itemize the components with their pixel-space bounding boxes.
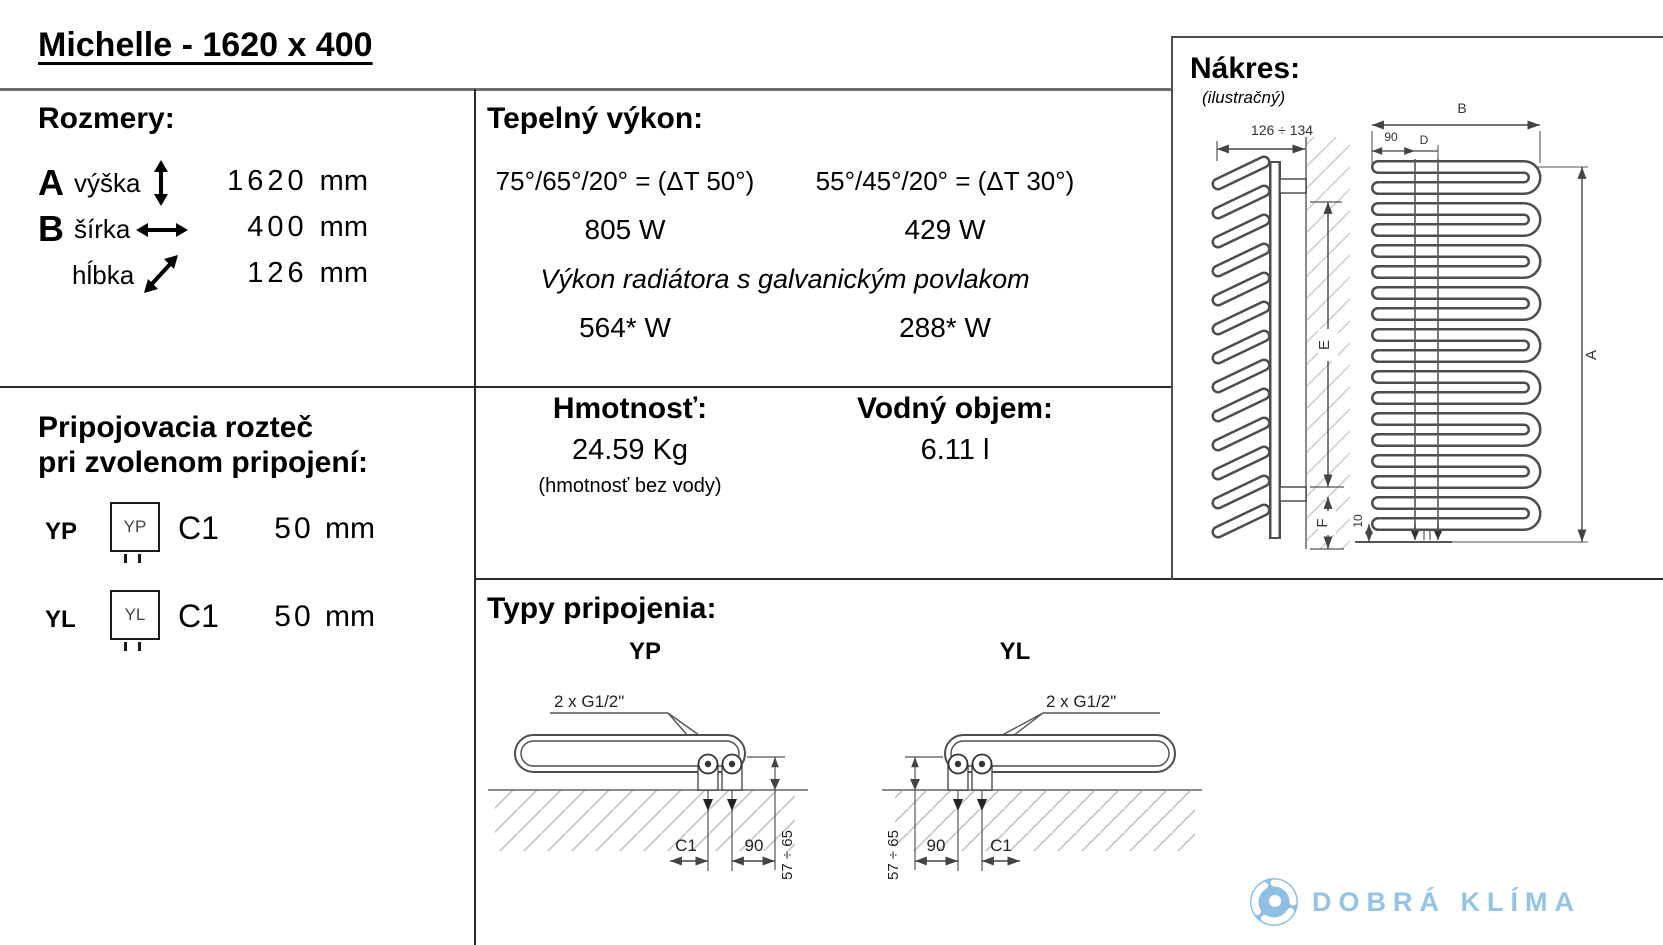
dim-90-yp: 90 [744,836,764,855]
front-dim-b: B [1457,100,1467,116]
divider-row2 [474,578,1663,580]
coated-power-dt30: 288* W [899,312,991,343]
water-volume-value: 6.11 l [920,434,990,466]
front-dim-90: 90 [1384,130,1398,144]
connection-icon-yl-tick [138,642,141,651]
side-dim-e: E [1316,339,1333,351]
dim-90-yl: 90 [926,836,946,855]
connection-value-yp: 50 mm [274,512,375,545]
connection-types-heading: Typy pripojenia: [487,592,717,625]
dim-vert-yl: 57 ÷ 65 [885,830,902,880]
weight-value: 24.59 Kg [571,434,689,466]
water-volume-heading: Vodný objem: [856,392,1054,425]
tepelny-vykon-heading: Tepelný výkon: [487,102,704,135]
weight-heading: Hmotnosť: [552,392,708,425]
diagram-title-yl: YL [999,638,1031,665]
connection-icon-yp-tick [124,554,127,563]
bracket [1280,179,1306,193]
connection-icon-yp: YP [110,502,160,552]
front-dim-d: D [1419,133,1429,147]
rozmery-heading: Rozmery: [38,102,175,135]
front-dim-a: A [1583,349,1600,361]
diagram-title-yp: YP [628,638,661,665]
dimension-value-width: 400 mm [247,211,368,243]
nakres-drawing [1172,37,1663,578]
connection-pitch-heading: Pripojovacia rozteč pri zvolenom pripojení: [38,411,369,480]
side-dim-top: 126 ÷ 134 [1250,122,1314,138]
swirl-icon [1248,876,1300,928]
formula-dt30: 55°/45°/20° = (ΔT 30°) [815,166,1075,196]
dimension-value-depth: 126 mm [247,257,368,289]
dim-c1-yl: C1 [990,836,1012,855]
weight-column [470,392,790,498]
dimension-label-depth: hĺbka [72,259,135,290]
connection-diagram-yp [470,665,830,945]
power-dt50: 805 W [584,214,666,245]
front-view [1351,100,1600,542]
dimension-label-width: šírka [74,213,131,244]
dimension-value-height: 1620 mm [227,165,368,197]
dimension-row-depth [72,254,134,296]
front-dim-10: 10 [1351,514,1365,528]
vertical-double-arrow-icon [150,160,172,206]
brand-logo [1248,876,1581,928]
power-dt30: 429 W [904,214,986,245]
coated-power-note: Výkon radiátora s galvanickým povlakom [540,264,1030,294]
connection-c1-yp: C1 [178,510,219,546]
dimension-label-height: výška [74,167,141,198]
connection-icon-yl-tick [124,642,127,651]
brand-logo-text: DOBRÁ KLÍMA [1312,886,1581,917]
connection-diagram-yl [860,665,1220,945]
nakres-heading: Nákres: [1190,52,1301,85]
thread-label-yp: 2 x G1/2" [554,692,625,711]
connection-icon-yp-tick [138,554,141,563]
formula-dt50: 75°/65°/20° = (ΔT 50°) [495,166,755,196]
connection-icon-yl: YL [110,590,160,640]
divider-top [0,88,1171,91]
nakres-subheading: (ilustračný) [1202,88,1286,107]
front-coils [1378,167,1535,524]
dimension-row-width [38,208,130,250]
connection-code-yp: YP [45,518,78,545]
weight-note: (hmotnosť bez vody) [538,475,722,497]
connection-value-yl: 50 mm [274,600,375,633]
water-volume-column [790,392,1120,467]
dim-c1-yp: C1 [675,836,697,855]
dimension-letter-b: B [38,208,64,249]
side-coils [1218,162,1264,532]
side-dim-f: F [1314,518,1331,528]
dim-vert-yp: 57 ÷ 65 [779,830,796,880]
divider-row1 [0,386,1171,388]
coated-power-dt50: 564* W [579,312,671,343]
dimension-row-height [38,162,140,204]
side-view [1217,122,1350,549]
thread-label-yl: 2 x G1/2" [1046,692,1117,711]
page-title: Michelle - 1620 x 400 [38,26,373,64]
connection-c1-yl: C1 [178,598,219,634]
connection-code-yl: YL [45,606,76,633]
dimension-letter-a: A [38,162,64,203]
bracket [1280,487,1306,501]
